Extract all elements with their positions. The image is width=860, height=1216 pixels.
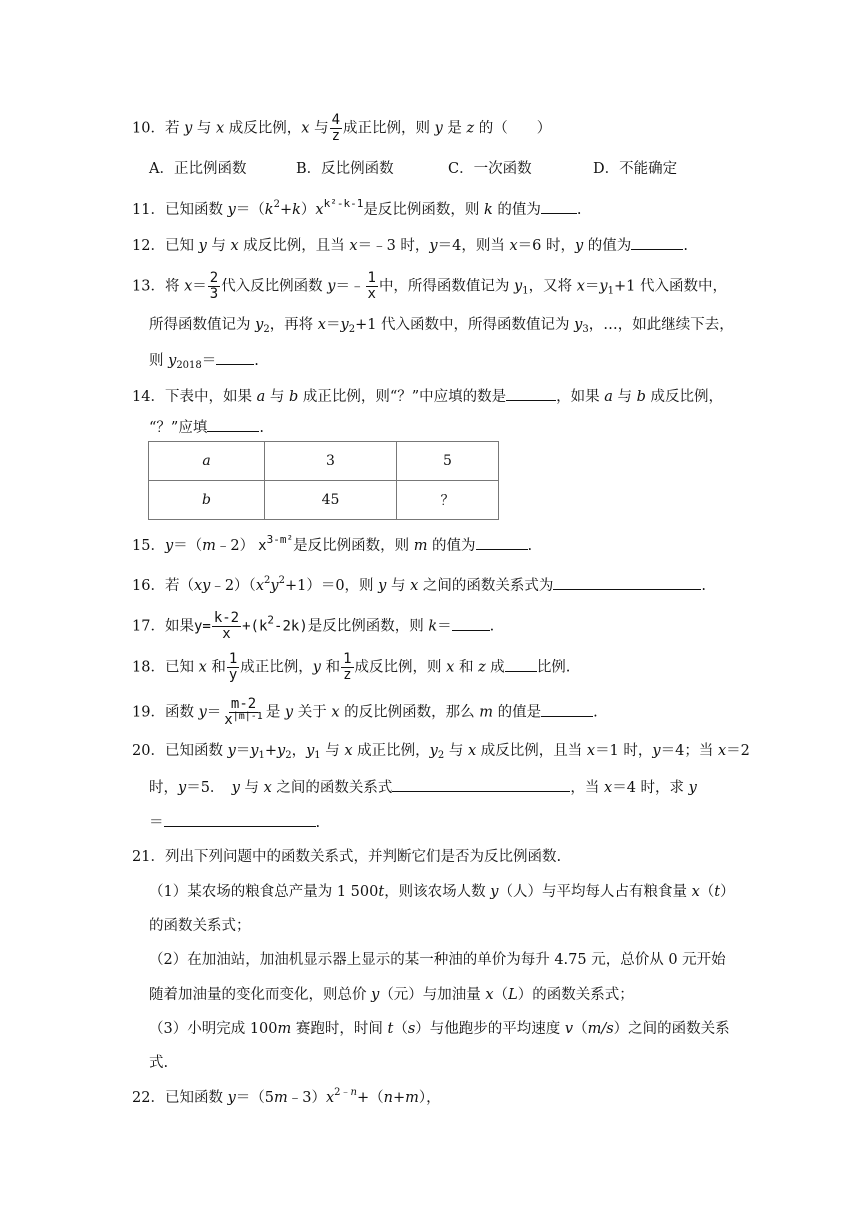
answer-blank[interactable] [553,575,701,590]
question-22: 22．已知函数 $y=(5m﹣3)x^{2﹣n}+(n+m)$， [132,1087,441,1106]
answer-blank[interactable] [506,386,556,401]
question-10: 10．若 y 与 x 成反比例，x 与 $\frac{4}{z}$ 成正比例，则 y 是 z 的（ ） [132,112,552,144]
question-number: 21． [132,849,165,865]
question-20-line-3: ＝ . [149,812,320,833]
answer-blank[interactable] [505,657,537,672]
question-21-part-1-cont: 的函数关系式； [149,918,251,934]
table-cell: a [149,442,265,481]
question-number: 19． [132,704,165,721]
question-13-line-1: 13．将 x＝ $\frac{2}{3}$ 代入反比例函数 y＝﹣ $\frac{1}{x}$ 中，所得函数值记为 $y_1$，又将 $x=y_1+1$ 代入函数中， [132,270,727,302]
table-cell: 3 [265,442,397,481]
option-b: B．反比例函数 [296,161,394,177]
table-cell: 5 [397,442,499,481]
fraction-k-minus-2-over-x: $\frac{k-2}{x}$ [213,610,240,642]
table-cell: ？ [397,481,499,520]
fraction-4-over-z: $\frac{4}{z}$ [331,112,341,144]
question-12: 12．已知 y 与 x 成反比例，且当 x＝﹣3 时，y＝4，则当 x＝6 时，y 的值为 . [132,235,688,256]
question-21: 21．列出下列问题中的函数关系式，并判断它们是否为反比例函数. [132,849,562,865]
question-21-part-2: （2）在加油站，加油机显示器上显示的某一种油的单价为每升 4.75 元，总价从 0 元开始 [149,952,726,968]
question-14-line-2: “？”应填 . [149,417,264,438]
question-number: 10． [132,120,165,137]
answer-blank[interactable] [452,616,490,631]
answer-blank[interactable] [207,417,259,432]
answer-blank[interactable] [541,702,593,717]
question-number: 13． [132,278,165,295]
exponent: k²-k-1 [323,197,364,210]
answer-blank[interactable] [541,199,577,214]
option-c: C．一次函数 [448,161,532,177]
question-15: 15．y＝（m﹣2） $x^{3-m^2}$是反比例函数，则 m 的值为 . [132,533,533,554]
exponent: 3-m² [266,533,294,546]
question-number: 20． [132,743,165,759]
question-number: 11． [132,202,165,218]
answer-blank[interactable] [631,235,683,250]
question-20-line-1: 20．已知函数 $y=y_1+y_2$，$y_1$ 与 x 成正比例，$y_2$ 与 x 成反比例，且当 x＝1 时，y＝4；当 x＝2 [132,743,750,761]
question-13-line-2: 所得函数值记为 $y_2$，再将 $x=y_2+1$ 代入函数中，所得函数值记为 $y_3$，…，如此继续下去， [149,317,734,335]
answer-blank[interactable] [164,812,316,827]
fraction-1-over-x: $\frac{1}{x}$ [367,270,376,302]
fraction-m-minus-2-over-x-power: $\frac{m-2}{x^{|m|-1}}$ [224,696,263,728]
fraction-2-over-3: $\frac{2}{3}$ [209,270,219,302]
table-row [149,442,499,481]
table-cell: 45 [265,481,397,520]
ab-table [148,441,499,520]
answer-blank[interactable] [392,777,570,792]
question-13-line-3: 则 $y_{2018}=$ . [149,350,259,371]
option-a: A．正比例函数 [149,161,247,177]
fraction-1-over-y: $\frac{1}{y}$ [228,651,238,683]
question-16: 16．若$(xy﹣2)(x^2y^2+1)=0$，则 y 与 x 之间的函数关系式为 . [132,575,706,594]
fraction-1-over-z: $\frac{1}{z}$ [343,651,352,683]
question-number: 14． [132,389,165,405]
question-number: 18． [132,659,165,676]
option-d: D．不能确定 [593,161,678,177]
table-cell: b [149,481,265,520]
question-21-part-3: （3）小明完成 100m 赛跑时，时间 t（s）与他跑步的平均速度 v（m/s）之间的函数关系 [149,1021,730,1037]
question-number: 17． [132,618,165,635]
question-21-part-3-cont: 式. [149,1055,169,1071]
table-row [149,481,499,520]
answer-blank[interactable] [476,535,528,550]
question-21-part-1: （1）某农场的粮食总产量为 1 500t，则该农场人数 y（人）与平均每人占有粮食量 x（t） [149,884,735,900]
question-19: 19．函数 y＝ $\frac{m-2}{x^{|m|-1}}$ 是 y 关于 x 的反比例函数，那么 m 的值是 . [132,696,598,728]
question-14-line-1: 14．下表中，如果 a 与 b 成正比例，则“？”中应填的数是 ，如果 a 与 b 成反比例， [132,386,723,407]
question-21-part-2-cont: 随着加油量的变化而变化，则总价 y（元）与加油量 x（L）的函数关系式； [149,987,634,1003]
question-number: 22． [132,1090,165,1106]
question-17: 17．如果y= $\frac{k-2}{x}$ $+(k^2-2k)$是反比例函数，则 k＝ . [132,610,495,642]
question-number: 15． [132,538,165,554]
question-11: 11．已知函数 $y=(k^2+k)x^{k^2-k-1}$是反比例函数，则 k 的值为 . [132,197,582,218]
question-18: 18．已知 x 和 $\frac{1}{y}$ 成正比例，y 和 $\frac{1}{z}$ 成反比例，则 x 和 z 成 比例. [132,651,571,683]
question-number: 12． [132,238,165,254]
answer-blank[interactable] [216,350,254,365]
question-20-line-2: 时，y＝5． y 与 x 之间的函数关系式 ，当 x＝4 时，求 y [149,777,697,798]
question-number: 16． [132,578,165,594]
